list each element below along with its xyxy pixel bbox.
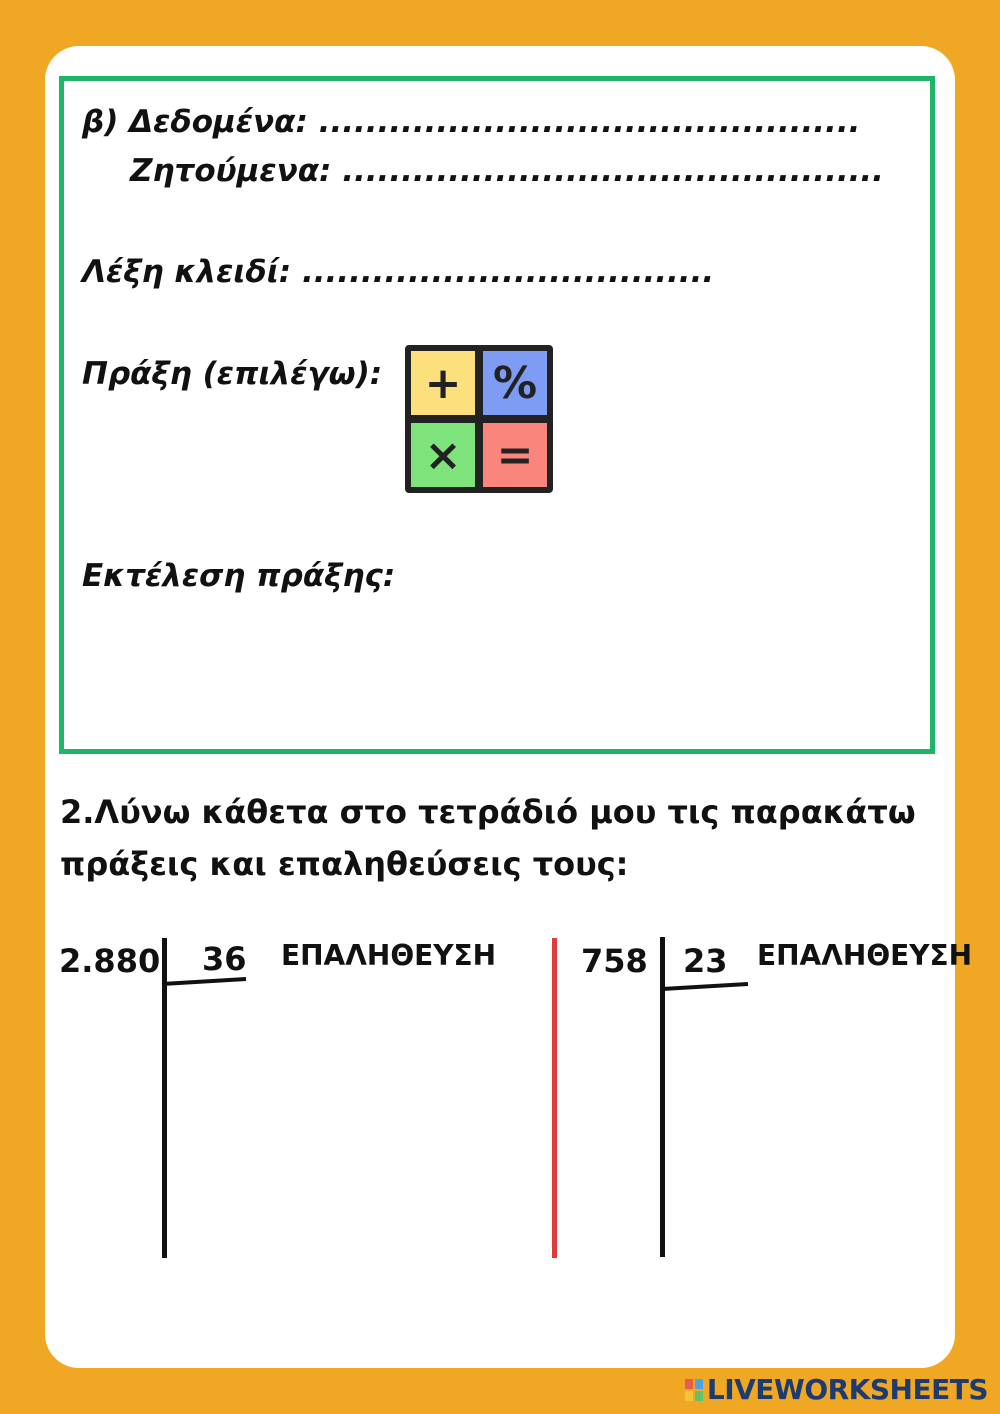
verify-label-2: ΕΠΑΛΗΘΕΥΣΗ — [757, 939, 973, 972]
execution-label: Εκτέλεση πράξης: — [82, 558, 396, 594]
multiply-button[interactable]: × — [411, 423, 475, 487]
watermark-text: LIVEWORKSHEETS — [706, 1373, 988, 1406]
division-2-horizontal-line — [660, 980, 752, 994]
keyword-line: Λέξη κλειδί: ................................... — [82, 254, 715, 290]
operation-picker — [405, 345, 553, 493]
red-separator — [552, 938, 557, 1258]
operation-label: Πράξη (επιλέγω): — [82, 356, 383, 392]
asked-line: Ζητούμενα: .............................................. — [130, 153, 884, 189]
divisor-2: 23 — [683, 942, 728, 980]
liveworksheets-watermark — [685, 1373, 988, 1406]
dividend-2: 758 — [581, 942, 648, 980]
plus-button[interactable]: + — [411, 351, 475, 415]
equals-button[interactable]: = — [483, 423, 547, 487]
liveworksheets-logo-icon — [685, 1379, 703, 1401]
verify-label-1: ΕΠΑΛΗΘΕΥΣΗ — [281, 939, 497, 972]
given-data-line: β) Δεδομένα: .............................................. — [82, 104, 861, 140]
divisor-1: 36 — [202, 940, 247, 978]
section2-line2: πράξεις και επαληθεύσεις τους: — [60, 845, 629, 883]
section2-line1: 2.Λύνω κάθετα στο τετράδιό μου τις παρακάτω — [60, 793, 916, 831]
dividend-1: 2.880 — [59, 942, 161, 980]
section2-instructions — [60, 786, 970, 890]
percent-button[interactable]: % — [483, 351, 547, 415]
